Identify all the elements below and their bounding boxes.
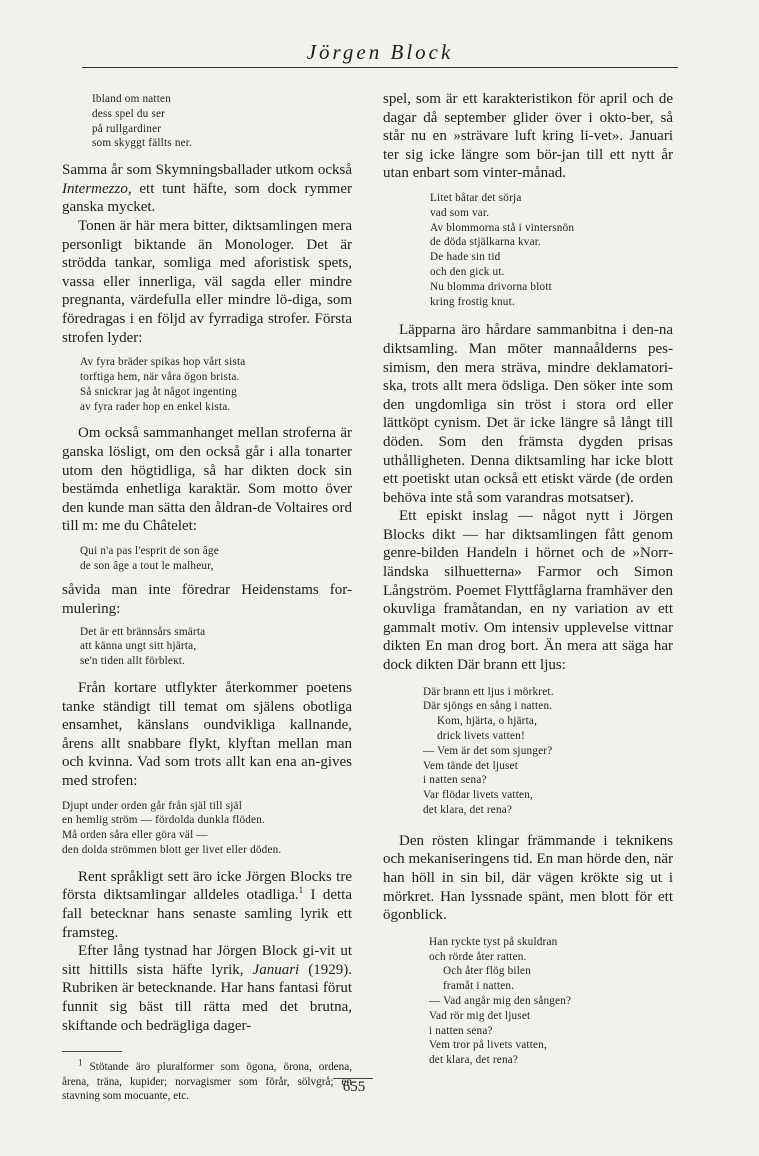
paragraph: Tonen är här mera bitter, diktsamlingen mera personligt biktande än Monologer. Det är strödda tankar, somliga med aforistisk spets, vassa eller innerliga, väl sagda eller mindre pregnanta, värdefulla eller mindre lö-diga, som föredragas i en följd av fyrradiga strofer. Första strofen lyder: [62,217,352,346]
verse-line: och den gick ut. [430,265,505,278]
verse-line: den dolda strömmen blott ger livet eller döden. [62,844,282,856]
verse-line: Och åter flög bilen [443,965,531,978]
left-column [62,78,352,1104]
verse-line: se'n tiden allt förbleкt. [80,655,186,668]
header-rule [82,67,678,68]
poem-excerpt [62,799,352,858]
verse-line: Där sjöngs en sång i natten. [423,700,553,713]
verse-line: Qui n'a pas l'esprit de son âge [80,544,219,557]
verse-line: Nu blomma drivorna blott [430,280,552,293]
verse-line: som skyggt fällts ner. [92,137,193,150]
paragraph: Om också sammanhanget mellan stroferna är ganska lösligt, om den också går i alla tonarter utom den högtidliga, så har dikten dock sin bestämda enhetliga karaktär. Som motto över den kunde man sätta den åldran-de Voltaires ord till m: me du Châtelet: [62,425,352,535]
verse-line: dess spel du ser [92,107,166,120]
poem-excerpt [80,544,352,574]
verse-line: De hade sin tid [430,251,501,264]
verse-line: Djupt under orden går från själ till själ [62,799,243,812]
verse-line: de döda stjälkarna kvar. [430,236,542,249]
verse-line: Där brann ett ljus i mörkret. [423,685,554,698]
verse-line: Kom, hjärta, o hjärta, [437,715,538,728]
verse-line: en hemlig ström — fördolda dunkla flöden. [62,814,266,827]
paragraph: Läpparna äro hårdare sammanbitna i den-na diktsamling. Man möter mannaålderns pes-simism, den mera sträva, mindre deklamatori-ska, trots allt mera ödsliga. Den söker inte som den ungdomliga sin tröst i stora ord eller lättköpt cynism. Det är icke längre så långt till döden. Som den främsta dygden prisas uthålligheten. Denna diktsamling har icke blott ett poetiskt utan också ett etiskt värde (de orden behöva inte stå som varandras motsatser). [383,322,673,506]
paragraph: spel, som är ett karakteristikon för april och de dagar då september glider över i okto-ber, så står nu en »strävare luft kring li-vet». Januari ter sig icke längre som bör-jan till ett nytt år utan enbart som vinter-månad. [383,91,673,182]
verse-line: Vem tände det ljuset [423,759,519,772]
verse-line: — Vad angår mig den sången? [429,994,572,1007]
paragraph: Från kortare utflykter återkommer poetens tanke ständigt till temat om själens obotliga ensamhet, känslans oundvikliga kallnande, årens allt snabbare flykt, klyftan mellan man och kvinna. Vad som trots allt kan ena an-gives med strofen: [62,680,352,790]
verse-line: Var flödar livets vatten, [423,789,534,802]
footnote: $^1$ Stötande äro pluralformer som ögona, örona, ordena, årena, träna, kupider; norvagismer som förår, sölvgrå; en stavning som mocuante, etc. [62,1057,353,1103]
verse-line: Litet båtar det sörja [430,191,522,204]
verse-line: Så snickrar jag åt något ingenting [80,385,237,398]
poem-excerpt [80,355,352,414]
verse-line: Vad rör mig det ljuset [429,1009,531,1022]
paragraph: Samma år som Skymningsballader utkom också Intermezzo, ett tunt häfte, som dock rymmer ganska mycket. [62,162,352,216]
verse-line: i natten sena? [423,774,487,787]
verse-line: Ibland om natten [92,93,172,105]
verse-line: Av blommorna stå i vintersnön [430,221,575,234]
verse-line: Vem tror på livets vatten, [429,1039,547,1052]
paragraph: såvida man inte föredrar Heidenstams for-mulering: [62,582,352,618]
verse-line: Må orden såra eller göra väl — [62,829,208,842]
verse-line: det klara, det rena? [423,804,513,816]
verse-line: och rörde åter ratten. [429,950,527,963]
verse-line: Han ryckte tyst på skuldran [429,935,558,948]
right-column [383,78,673,1068]
verse-line: framåt i natten. [443,980,515,993]
verse-line: Det är ett brännsårs smärta [80,625,206,638]
verse-line: av fyra rader hop en enkel kista. [80,400,231,413]
poem-excerpt [430,191,673,309]
footnote-rule [62,1051,122,1052]
running-header: Jörgen Block [306,40,454,64]
poem-excerpt [92,92,352,151]
paragraph: Rent språkligt sett äro icke Jörgen Blocks tre första diktsamlingar alldeles otadliga.$^1$ I detta fall betecknar hans senaste samling lyrik ett framsteg. [62,868,352,941]
verse-line: torftiga hem, när våra ögon brista. [80,370,240,383]
poem-excerpt [80,625,352,669]
paragraph: Den rösten klingar främmande i teknikens och mekaniseringens tid. En man hörde den, när han höll in sin bil, där vägen krökte sig ut i mörkret. Han lyssnade spänt, men blott för ett ögonblick. [383,832,673,924]
verse-line: de son âge a tout le malheur, [80,559,214,572]
paragraph: Efter lång tystnad har Jörgen Block gi-vit ut sitt hittills sista häfte lyrik, Januari (1929). Rubriken är betecknande. Har hans fantasi förut funnit sig bäst till rätta med det brutna, skiftande och bedrägliga dager- [62,943,352,1034]
verse-line: kring frostig knut. [430,295,515,308]
verse-line: det klara, det rena? [429,1054,519,1067]
verse-line: drick livets vatten! [437,730,525,743]
verse-line: i natten sena? [429,1024,493,1037]
verse-line: vad som var. [430,206,490,219]
poem-excerpt [429,935,673,1068]
verse-line: Av fyra bräder spikas hop vårt sista [80,356,246,369]
poem-excerpt [423,685,673,818]
verse-line: — Vem är det som sjunger? [423,744,553,757]
page-number: 655 [342,1079,366,1095]
verse-line: på rullgardiner [92,122,162,135]
verse-line: att känna ungt sitt hjärta, [80,640,197,653]
paragraph: Ett episkt inslag — något nytt i Jörgen Blocks dikt — har diktsamlingen fått genom genre-bilden Handeln i hörnet och de »Norr-ländska silhuetterna» Farmor och Simon Långström. Poemet Flyttfåglarna framhäver den okuvliga framåtandan, en ny variation av ett gammalt motiv. Om intensiv upplevelse vittnar dikten En man drog bort. Än mera att säga har dock dikten Där brann ett ljus: [383,508,673,674]
